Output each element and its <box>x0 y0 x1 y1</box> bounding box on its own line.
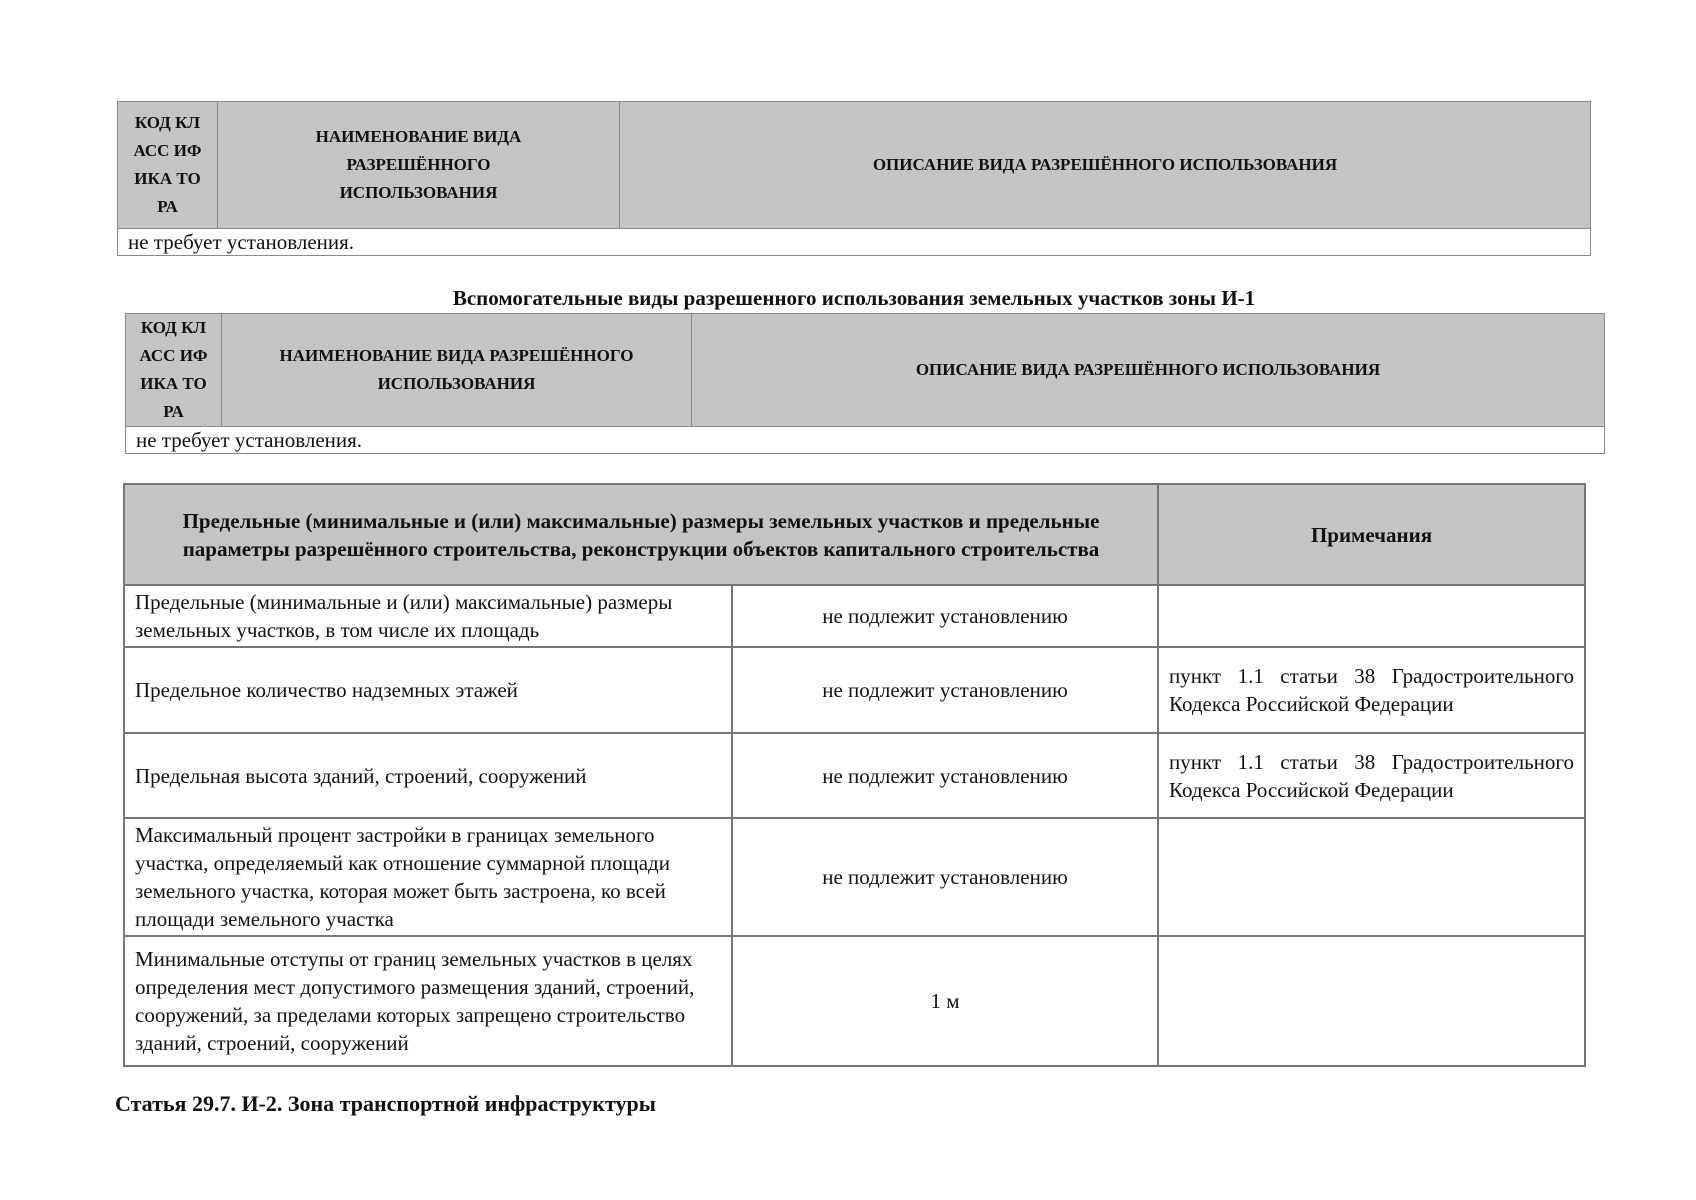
limits-table <box>123 483 1586 1067</box>
note-cell <box>1158 818 1585 936</box>
param-cell: Предельное количество надземных этажей <box>124 647 732 733</box>
header-name: НАИМЕНОВАНИЕ ВИДА РАЗРЕШЁННОГО ИСПОЛЬЗОВАНИЯ <box>222 314 692 427</box>
value-cell: не подлежит установлению <box>732 818 1158 936</box>
param-cell: Предельная высота зданий, строений, сооружений <box>124 733 732 818</box>
header-code: КОД КЛАСС ИФИКА ТОРА <box>118 102 218 229</box>
note-cell <box>1158 936 1585 1066</box>
auxiliary-uses-table <box>125 313 1605 454</box>
header-notes: Примечания <box>1158 484 1585 585</box>
table-row <box>124 647 1585 733</box>
header-name: НАИМЕНОВАНИЕ ВИДА РАЗРЕШЁННОГО ИСПОЛЬЗОВАНИЯ <box>218 102 620 229</box>
article-heading: Статья 29.7. И-2. Зона транспортной инфраструктуры <box>115 1091 656 1116</box>
value-cell: не подлежит установлению <box>732 585 1158 647</box>
table-row: не требует установления. <box>126 427 1605 454</box>
param-cell: Предельные (минимальные и (или) максимальные) размеры земельных участков, в том числе их площадь <box>124 585 732 647</box>
param-cell: Максимальный процент застройки в границах земельного участка, определяемый как отношение суммарной площади земельного участка, которая может быть застроена, ко всей площади земельного участка <box>124 818 732 936</box>
header-description: ОПИСАНИЕ ВИДА РАЗРЕШЁННОГО ИСПОЛЬЗОВАНИЯ <box>692 314 1605 427</box>
header-description: ОПИСАНИЕ ВИДА РАЗРЕШЁННОГО ИСПОЛЬЗОВАНИЯ <box>620 102 1591 229</box>
table-row <box>124 818 1585 936</box>
auxiliary-uses-caption: Вспомогательные виды разрешенного использования земельных участков зоны И-1 <box>452 286 1256 310</box>
note-cell: пункт 1.1 статьи 38 Градостроительного Кодекса Российской Федерации <box>1158 733 1585 818</box>
header-code: КОД КЛАСС ИФИКА ТОРА <box>126 314 222 427</box>
note-cell <box>1158 585 1585 647</box>
table-row <box>124 733 1585 818</box>
value-cell: не подлежит установлению <box>732 647 1158 733</box>
value-cell: не подлежит установлению <box>732 733 1158 818</box>
permitted-use-table-main <box>117 101 1591 256</box>
value-cell: 1 м <box>732 936 1158 1066</box>
table-row: не требует установления. <box>118 229 1591 256</box>
param-cell: Минимальные отступы от границ земельных участков в целях определения мест допустимого размещения зданий, строений, сооружений, за пределами которых запрещено строительство зданий, строений, сооружений <box>124 936 732 1066</box>
table-row <box>124 585 1585 647</box>
note-cell: пункт 1.1 статьи 38 Градостроительного Кодекса Российской Федерации <box>1158 647 1585 733</box>
table-row <box>124 936 1585 1066</box>
header-limits: Предельные (минимальные и (или) максимальные) размеры земельных участков и предельные параметры разрешённого строительства, реконструкции объектов капитального строительства <box>124 484 1158 585</box>
